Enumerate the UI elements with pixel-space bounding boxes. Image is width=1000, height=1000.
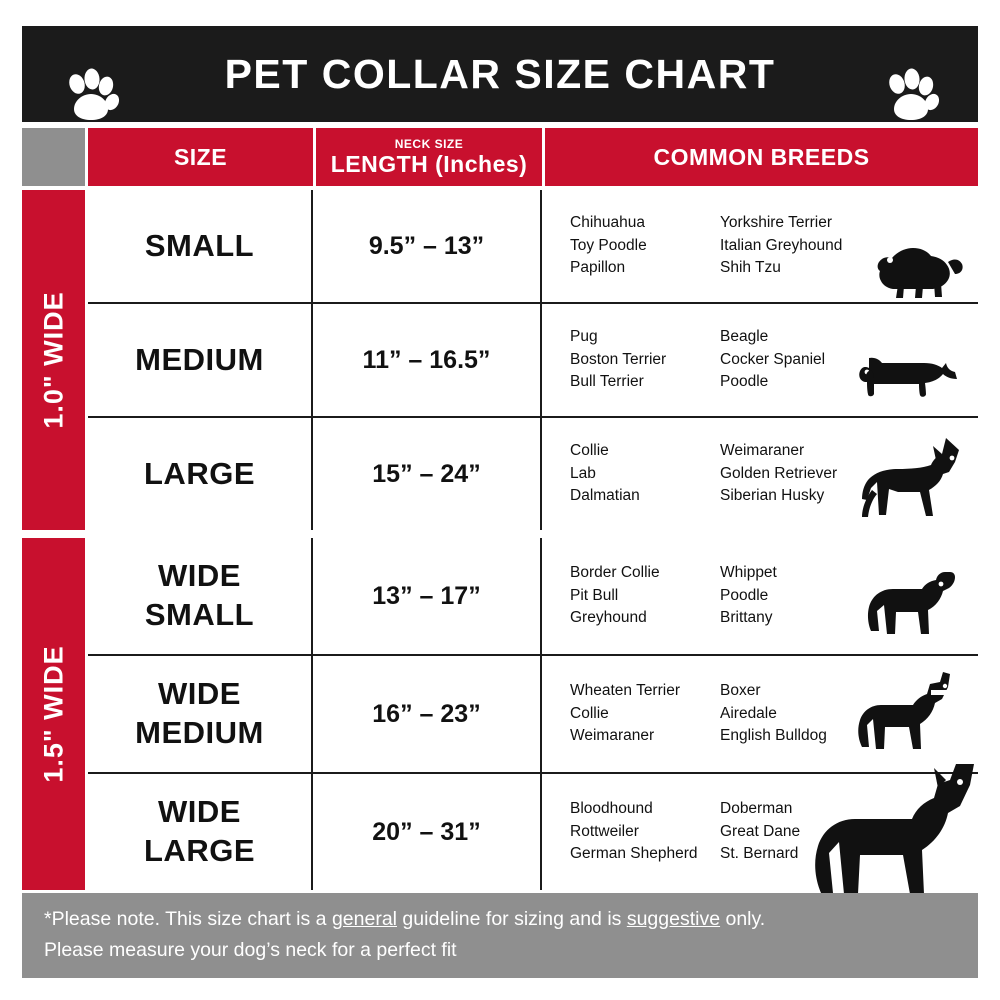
breed-column-1 — [570, 798, 720, 865]
cell-length: 16” – 23” — [313, 656, 542, 772]
breed-item: Beagle — [720, 328, 769, 346]
breed-item: Rottweiler — [570, 822, 639, 840]
breed-item: Border Collie — [570, 564, 660, 582]
breed-item: Siberian Husky — [720, 487, 825, 505]
breed-item: Greyhound — [570, 609, 647, 627]
breed-item: Whippet — [720, 564, 777, 582]
table-row — [88, 304, 978, 418]
breed-item: Doberman — [720, 800, 793, 818]
breed-item: Shih Tzu — [720, 259, 781, 277]
breed-column-2 — [720, 326, 870, 393]
cell-breeds — [542, 656, 978, 772]
cell-size — [88, 774, 313, 890]
footer-underline-suggestive: suggestive — [626, 908, 721, 930]
breed-column-1 — [570, 680, 720, 747]
bulldog-silhouette-icon — [857, 568, 972, 652]
breed-item: Yorkshire Terrier — [720, 214, 832, 232]
breed-item: Weimaraner — [570, 727, 655, 745]
cell-breeds — [542, 304, 978, 416]
cell-size — [88, 656, 313, 772]
page-title: PET COLLAR SIZE CHART — [224, 50, 776, 97]
paw-icon — [878, 64, 942, 128]
cell-size-line2: LARGE — [144, 833, 255, 868]
breed-column-1 — [570, 440, 720, 507]
cell-length: 15” – 24” — [313, 418, 542, 530]
cell-size-line1: WIDE — [158, 676, 241, 712]
paw-icon — [58, 64, 122, 128]
group-label-text: 1.0" WIDE — [38, 291, 68, 429]
cell-size-line2: SMALL — [144, 597, 255, 632]
column-header-size: SIZE — [88, 128, 316, 186]
table-header-row — [22, 128, 978, 186]
table-row — [88, 190, 978, 304]
cell-breeds — [542, 190, 978, 302]
breed-item: St. Bernard — [720, 845, 799, 863]
breed-item: German Shepherd — [570, 845, 698, 863]
group-label-1-5-wide — [22, 538, 88, 890]
breed-column-2 — [720, 562, 870, 629]
breed-item: Collie — [570, 704, 609, 722]
breed-item: Chihuahua — [570, 214, 645, 232]
group-1-5-wide — [22, 538, 978, 890]
group-label-1-0-wide — [22, 190, 88, 530]
breed-item: Poodle — [720, 586, 769, 604]
table-row — [88, 418, 978, 530]
footer-underline-general: general — [331, 908, 398, 930]
breed-item: Poodle — [720, 373, 769, 391]
group-label-text: 1.5" WIDE — [38, 645, 68, 783]
breed-column-2 — [720, 212, 870, 279]
table-row — [88, 656, 978, 774]
breed-item: Italian Greyhound — [720, 236, 843, 254]
breed-item: Dalmatian — [570, 487, 640, 505]
cell-size: LARGE — [88, 418, 313, 530]
breed-column-2 — [720, 798, 870, 865]
footer-text-c: only. — [720, 908, 766, 930]
cell-size-line1: WIDE — [158, 794, 241, 830]
table-row — [88, 538, 978, 656]
breed-column-1 — [570, 212, 720, 279]
breed-item: Cocker Spaniel — [720, 350, 826, 368]
breed-item: Boxer — [720, 682, 761, 700]
cell-length: 20” – 31” — [313, 774, 542, 890]
column-header-common-breeds: COMMON BREEDS — [545, 128, 978, 186]
cell-breeds — [542, 774, 978, 890]
breed-item: Wheaten Terrier — [570, 682, 680, 700]
breed-column-1 — [570, 562, 720, 629]
footer-text-a: *Please note. This size chart is a — [44, 908, 332, 930]
cell-size — [88, 538, 313, 654]
column-header-neck-size-label: NECK SIZE — [394, 137, 464, 152]
cell-length: 13” – 17” — [313, 538, 542, 654]
column-header-length — [316, 128, 545, 186]
cell-length: 9.5” – 13” — [313, 190, 542, 302]
breed-item: Pug — [570, 328, 598, 346]
breed-item: Brittany — [720, 609, 773, 627]
cell-size-line1: WIDE — [158, 558, 241, 594]
breed-item: Bull Terrier — [570, 373, 644, 391]
footer-note — [22, 893, 978, 978]
breed-column-2 — [720, 440, 870, 507]
breed-column-1 — [570, 326, 720, 393]
breed-item: Golden Retriever — [720, 464, 838, 482]
breed-item: Great Dane — [720, 822, 801, 840]
table-body — [22, 190, 978, 890]
breed-column-2 — [720, 680, 870, 747]
breed-item: Weimaraner — [720, 442, 805, 460]
footer-line-1 — [44, 904, 958, 935]
cell-breeds — [542, 538, 978, 654]
chart-header — [22, 26, 978, 122]
cell-length: 11” – 16.5” — [313, 304, 542, 416]
breed-item: Airedale — [720, 704, 777, 722]
cell-size: SMALL — [88, 190, 313, 302]
breed-item: Pit Bull — [570, 586, 619, 604]
cell-breeds — [542, 418, 978, 530]
cell-size-line2: MEDIUM — [135, 715, 264, 750]
table-row — [88, 774, 978, 890]
breed-item: Lab — [570, 464, 596, 482]
breed-item: Bloodhound — [570, 800, 653, 818]
column-header-length-label: LENGTH (Inches) — [330, 150, 528, 177]
small-fluffy-dog-silhouette-icon — [862, 228, 972, 300]
header-corner-cell — [22, 128, 88, 186]
cell-size: MEDIUM — [88, 304, 313, 416]
breed-item: Collie — [570, 442, 609, 460]
breed-item: Boston Terrier — [570, 350, 667, 368]
footer-text-b: guideline for sizing and is — [397, 908, 627, 930]
breed-item: English Bulldog — [720, 727, 827, 745]
footer-line-2: Please measure your dog’s neck for a perfect fit — [44, 939, 457, 962]
group-1-0-wide — [22, 190, 978, 530]
breed-item: Papillon — [570, 259, 626, 277]
breed-item: Toy Poodle — [570, 236, 647, 254]
